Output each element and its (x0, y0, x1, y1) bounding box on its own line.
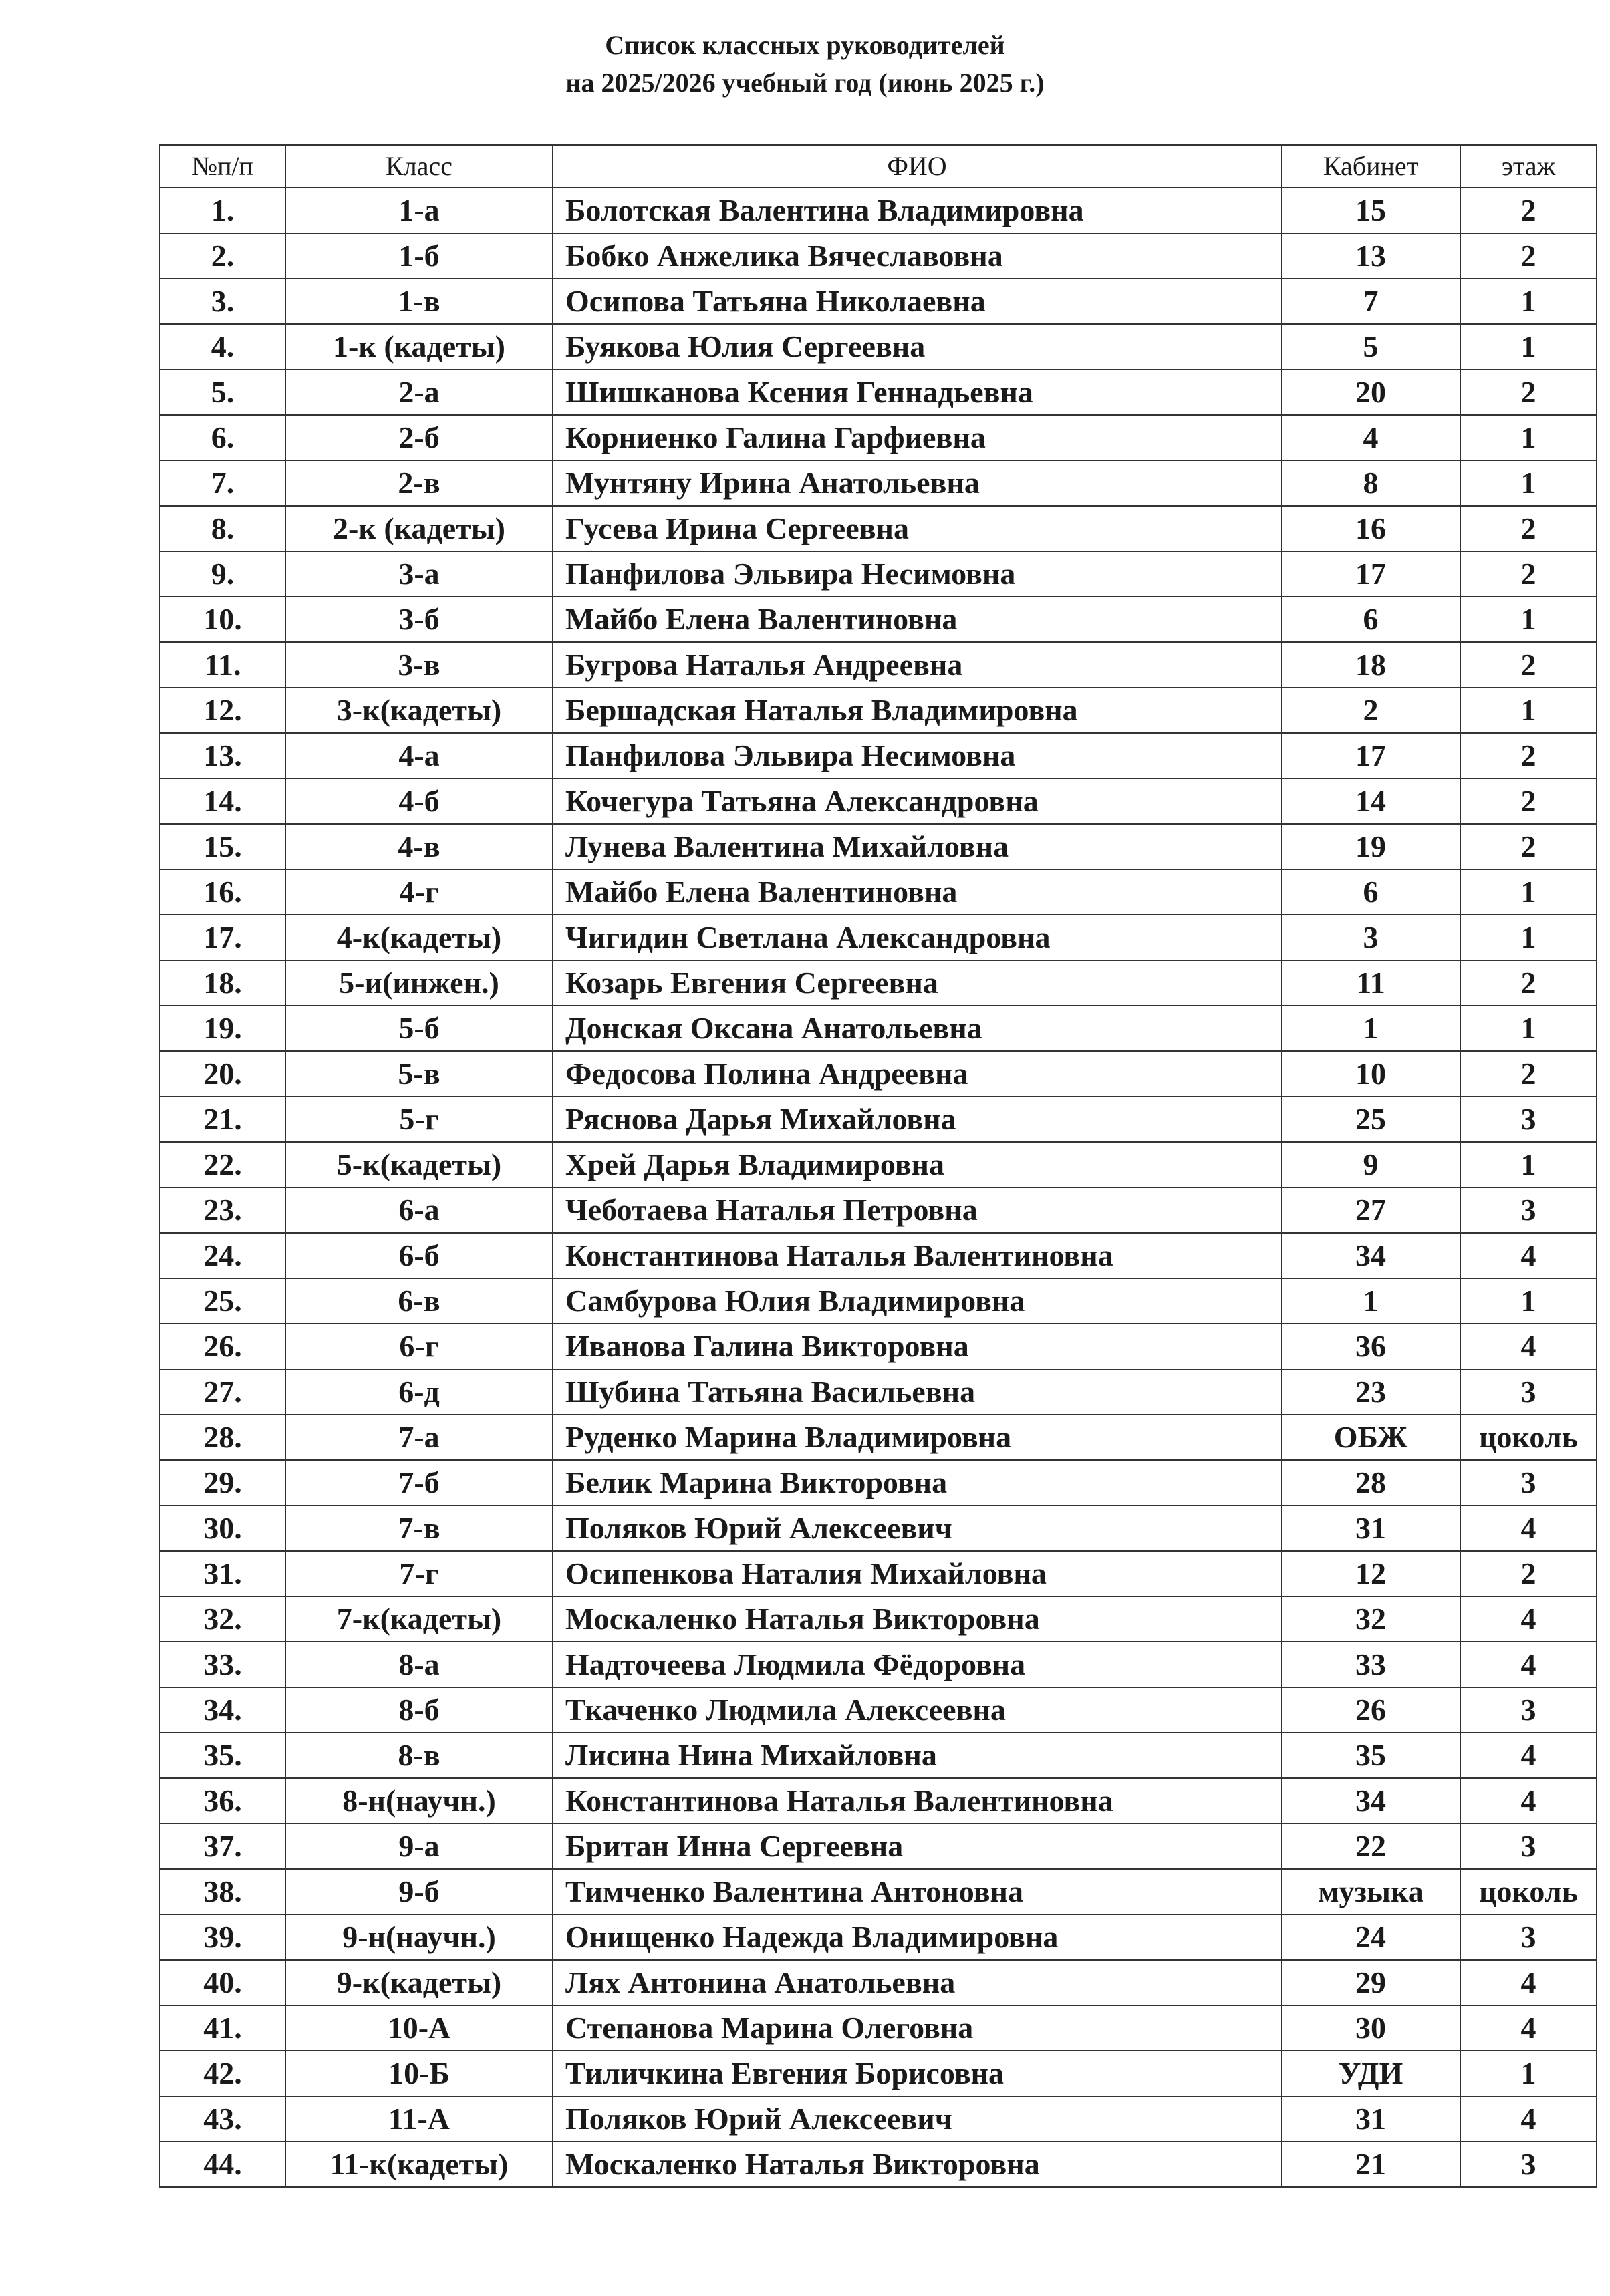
row-fio: Кочегура Татьяна Александровна (553, 778, 1281, 824)
row-room: 34 (1281, 1233, 1460, 1278)
row-class: 5-и(инжен.) (285, 960, 553, 1006)
row-floor: цоколь (1460, 1869, 1597, 1914)
row-class: 4-а (285, 733, 553, 778)
row-class: 9-а (285, 1824, 553, 1869)
table-row (160, 1596, 1597, 1642)
row-class: 4-к(кадеты) (285, 915, 553, 960)
row-room: 34 (1281, 1778, 1460, 1824)
row-floor: 1 (1460, 2051, 1597, 2096)
row-class: 3-в (285, 642, 553, 688)
row-class: 7-а (285, 1415, 553, 1460)
row-room: 8 (1281, 460, 1460, 506)
row-room: 10 (1281, 1051, 1460, 1097)
row-floor: 2 (1460, 778, 1597, 824)
row-class: 8-а (285, 1642, 553, 1687)
row-class: 2-в (285, 460, 553, 506)
table-row (160, 551, 1597, 597)
table-row (160, 2005, 1597, 2051)
row-floor: 2 (1460, 1051, 1597, 1097)
row-floor: 3 (1460, 1097, 1597, 1142)
row-class: 5-г (285, 1097, 553, 1142)
row-number: 5. (160, 370, 285, 415)
row-fio: Ряснова Дарья Михайловна (553, 1097, 1281, 1142)
row-floor: 1 (1460, 915, 1597, 960)
row-fio: Москаленко Наталья Викторовна (553, 1596, 1281, 1642)
row-number: 15. (160, 824, 285, 869)
table-row (160, 869, 1597, 915)
row-fio: Руденко Марина Владимировна (553, 1415, 1281, 1460)
row-room: 3 (1281, 915, 1460, 960)
row-floor: 1 (1460, 869, 1597, 915)
row-number: 20. (160, 1051, 285, 1097)
row-room: 30 (1281, 2005, 1460, 2051)
row-room: 17 (1281, 551, 1460, 597)
header-class: Класс (285, 145, 553, 188)
row-class: 4-в (285, 824, 553, 869)
row-number: 29. (160, 1460, 285, 1505)
table-row (160, 1278, 1597, 1324)
row-class: 9-б (285, 1869, 553, 1914)
row-fio: Степанова Марина Олеговна (553, 2005, 1281, 2051)
table-row (160, 1733, 1597, 1778)
row-room: 4 (1281, 415, 1460, 460)
table-header-row (160, 145, 1597, 188)
row-room: 22 (1281, 1824, 1460, 1869)
row-number: 10. (160, 597, 285, 642)
row-room: 6 (1281, 869, 1460, 915)
row-floor: 2 (1460, 1551, 1597, 1596)
row-fio: Панфилова Эльвира Несимовна (553, 551, 1281, 597)
row-fio: Корниенко Галина Гарфиевна (553, 415, 1281, 460)
table-row (160, 324, 1597, 370)
row-fio: Тимченко Валентина Антоновна (553, 1869, 1281, 1914)
row-class: 10-Б (285, 2051, 553, 2096)
row-number: 21. (160, 1097, 285, 1142)
row-class: 6-а (285, 1187, 553, 1233)
row-floor: 4 (1460, 1596, 1597, 1642)
table-row (160, 2096, 1597, 2142)
row-number: 27. (160, 1369, 285, 1415)
row-number: 37. (160, 1824, 285, 1869)
row-room: 1 (1281, 1006, 1460, 1051)
row-room: 20 (1281, 370, 1460, 415)
table-row (160, 460, 1597, 506)
row-fio: Шубина Татьяна Васильевна (553, 1369, 1281, 1415)
row-fio: Мунтяну Ирина Анатольевна (553, 460, 1281, 506)
row-class: 8-в (285, 1733, 553, 1778)
header-floor: этаж (1460, 145, 1597, 188)
table-row (160, 1914, 1597, 1960)
row-floor: 1 (1460, 415, 1597, 460)
row-number: 17. (160, 915, 285, 960)
row-room: 17 (1281, 733, 1460, 778)
row-class: 2-б (285, 415, 553, 460)
header-room: Кабинет (1281, 145, 1460, 188)
row-class: 1-к (кадеты) (285, 324, 553, 370)
row-class: 5-в (285, 1051, 553, 1097)
row-floor: 4 (1460, 2096, 1597, 2142)
row-fio: Ткаченко Людмила Алексеевна (553, 1687, 1281, 1733)
table-row (160, 1505, 1597, 1551)
header-number: №п/п (160, 145, 285, 188)
row-fio: Константинова Наталья Валентиновна (553, 1778, 1281, 1824)
row-class: 2-а (285, 370, 553, 415)
row-room: 15 (1281, 188, 1460, 233)
row-floor: 2 (1460, 642, 1597, 688)
row-floor: 3 (1460, 2142, 1597, 2187)
row-room: 14 (1281, 778, 1460, 824)
row-room: 36 (1281, 1324, 1460, 1369)
row-room: 25 (1281, 1097, 1460, 1142)
table-row (160, 2051, 1597, 2096)
row-room: 28 (1281, 1460, 1460, 1505)
row-number: 36. (160, 1778, 285, 1824)
row-number: 34. (160, 1687, 285, 1733)
table-row (160, 1869, 1597, 1914)
row-room: 6 (1281, 597, 1460, 642)
row-room: 33 (1281, 1642, 1460, 1687)
table-row (160, 915, 1597, 960)
table-row (160, 1142, 1597, 1187)
table-row (160, 188, 1597, 233)
row-floor: 3 (1460, 1687, 1597, 1733)
row-class: 7-в (285, 1505, 553, 1551)
row-fio: Москаленко Наталья Викторовна (553, 2142, 1281, 2187)
row-class: 9-к(кадеты) (285, 1960, 553, 2005)
row-number: 42. (160, 2051, 285, 2096)
row-class: 10-А (285, 2005, 553, 2051)
row-room: 11 (1281, 960, 1460, 1006)
row-floor: 4 (1460, 1233, 1597, 1278)
row-floor: 2 (1460, 188, 1597, 233)
row-fio: Шишканова Ксения Геннадьевна (553, 370, 1281, 415)
row-number: 24. (160, 1233, 285, 1278)
row-floor: 2 (1460, 960, 1597, 1006)
row-class: 4-б (285, 778, 553, 824)
row-room: УДИ (1281, 2051, 1460, 2096)
row-class: 1-а (285, 188, 553, 233)
row-class: 5-б (285, 1006, 553, 1051)
row-number: 9. (160, 551, 285, 597)
row-floor: 2 (1460, 733, 1597, 778)
row-fio: Козарь Евгения Сергеевна (553, 960, 1281, 1006)
table-row (160, 370, 1597, 415)
row-floor: 2 (1460, 551, 1597, 597)
row-floor: 3 (1460, 1460, 1597, 1505)
row-room: 27 (1281, 1187, 1460, 1233)
row-floor: 3 (1460, 1914, 1597, 1960)
row-class: 3-а (285, 551, 553, 597)
row-class: 8-н(научн.) (285, 1778, 553, 1824)
row-number: 43. (160, 2096, 285, 2142)
row-number: 44. (160, 2142, 285, 2187)
row-class: 1-б (285, 233, 553, 279)
row-room: 7 (1281, 279, 1460, 324)
row-number: 3. (160, 279, 285, 324)
row-floor: 2 (1460, 824, 1597, 869)
row-fio: Панфилова Эльвира Несимовна (553, 733, 1281, 778)
row-number: 2. (160, 233, 285, 279)
row-number: 6. (160, 415, 285, 460)
table-row (160, 506, 1597, 551)
row-room: 2 (1281, 688, 1460, 733)
row-fio: Иванова Галина Викторовна (553, 1324, 1281, 1369)
row-room: 24 (1281, 1914, 1460, 1960)
document-title (0, 27, 1610, 102)
row-number: 23. (160, 1187, 285, 1233)
row-room: 5 (1281, 324, 1460, 370)
row-number: 26. (160, 1324, 285, 1369)
row-number: 35. (160, 1733, 285, 1778)
row-class: 6-в (285, 1278, 553, 1324)
row-floor: 2 (1460, 370, 1597, 415)
row-fio: Самбурова Юлия Владимировна (553, 1278, 1281, 1324)
row-fio: Бобко Анжелика Вячеславовна (553, 233, 1281, 279)
table-row (160, 1187, 1597, 1233)
row-fio: Лисина Нина Михайловна (553, 1733, 1281, 1778)
row-fio: Белик Марина Викторовна (553, 1460, 1281, 1505)
row-room: 31 (1281, 1505, 1460, 1551)
row-floor: 3 (1460, 1187, 1597, 1233)
row-floor: 3 (1460, 1824, 1597, 1869)
row-room: 19 (1281, 824, 1460, 869)
table-row (160, 1960, 1597, 2005)
row-fio: Константинова Наталья Валентиновна (553, 1233, 1281, 1278)
table-row (160, 960, 1597, 1006)
row-room: музыка (1281, 1869, 1460, 1914)
table-row (160, 1324, 1597, 1369)
row-class: 11-к(кадеты) (285, 2142, 553, 2187)
row-number: 1. (160, 188, 285, 233)
row-room: 12 (1281, 1551, 1460, 1596)
row-fio: Лях Антонина Анатольевна (553, 1960, 1281, 2005)
row-room: 32 (1281, 1596, 1460, 1642)
row-floor: 4 (1460, 1960, 1597, 2005)
table-row (160, 1006, 1597, 1051)
row-floor: 2 (1460, 233, 1597, 279)
row-fio: Донская Оксана Анатольевна (553, 1006, 1281, 1051)
table-row (160, 233, 1597, 279)
row-fio: Осипова Татьяна Николаевна (553, 279, 1281, 324)
row-floor: 1 (1460, 688, 1597, 733)
row-floor: 1 (1460, 1006, 1597, 1051)
row-fio: Бугрова Наталья Андреевна (553, 642, 1281, 688)
row-number: 13. (160, 733, 285, 778)
row-class: 11-А (285, 2096, 553, 2142)
row-class: 5-к(кадеты) (285, 1142, 553, 1187)
row-number: 19. (160, 1006, 285, 1051)
row-fio: Чигидин Светлана Александровна (553, 915, 1281, 960)
row-class: 7-к(кадеты) (285, 1596, 553, 1642)
row-fio: Бершадская Наталья Владимировна (553, 688, 1281, 733)
row-room: 29 (1281, 1960, 1460, 2005)
row-number: 4. (160, 324, 285, 370)
row-number: 40. (160, 1960, 285, 2005)
row-fio: Гусева Ирина Сергеевна (553, 506, 1281, 551)
row-class: 9-н(научн.) (285, 1914, 553, 1960)
row-room: 1 (1281, 1278, 1460, 1324)
row-floor: 3 (1460, 1369, 1597, 1415)
row-floor: 1 (1460, 460, 1597, 506)
row-number: 38. (160, 1869, 285, 1914)
table-row (160, 1097, 1597, 1142)
row-class: 7-б (285, 1460, 553, 1505)
table-body (160, 188, 1597, 2187)
row-room: 26 (1281, 1687, 1460, 1733)
table-row (160, 824, 1597, 869)
row-fio: Чеботаева Наталья Петровна (553, 1187, 1281, 1233)
row-fio: Федосова Полина Андреевна (553, 1051, 1281, 1097)
row-number: 25. (160, 1278, 285, 1324)
row-room: ОБЖ (1281, 1415, 1460, 1460)
row-room: 18 (1281, 642, 1460, 688)
table-row (160, 597, 1597, 642)
row-floor: 4 (1460, 1642, 1597, 1687)
row-room: 9 (1281, 1142, 1460, 1187)
row-floor: 4 (1460, 1733, 1597, 1778)
row-number: 18. (160, 960, 285, 1006)
table-row (160, 733, 1597, 778)
table-row (160, 1778, 1597, 1824)
row-class: 3-б (285, 597, 553, 642)
row-number: 31. (160, 1551, 285, 1596)
row-number: 7. (160, 460, 285, 506)
row-fio: Хрей Дарья Владимировна (553, 1142, 1281, 1187)
table-row (160, 688, 1597, 733)
row-number: 41. (160, 2005, 285, 2051)
row-number: 22. (160, 1142, 285, 1187)
row-class: 2-к (кадеты) (285, 506, 553, 551)
row-fio: Майбо Елена Валентиновна (553, 869, 1281, 915)
table-row (160, 642, 1597, 688)
table-row (160, 2142, 1597, 2187)
row-room: 13 (1281, 233, 1460, 279)
row-number: 33. (160, 1642, 285, 1687)
row-number: 11. (160, 642, 285, 688)
row-fio: Надточеева Людмила Фёдоровна (553, 1642, 1281, 1687)
row-room: 21 (1281, 2142, 1460, 2187)
row-fio: Лунева Валентина Михайловна (553, 824, 1281, 869)
row-number: 30. (160, 1505, 285, 1551)
row-floor: 1 (1460, 597, 1597, 642)
row-fio: Осипенкова Наталия Михайловна (553, 1551, 1281, 1596)
table-row (160, 778, 1597, 824)
row-number: 8. (160, 506, 285, 551)
row-room: 23 (1281, 1369, 1460, 1415)
row-number: 14. (160, 778, 285, 824)
table-row (160, 1051, 1597, 1097)
row-class: 6-д (285, 1369, 553, 1415)
row-class: 3-к(кадеты) (285, 688, 553, 733)
row-floor: цоколь (1460, 1415, 1597, 1460)
table-row (160, 1460, 1597, 1505)
row-number: 32. (160, 1596, 285, 1642)
row-room: 16 (1281, 506, 1460, 551)
row-fio: Поляков Юрий Алексеевич (553, 1505, 1281, 1551)
row-number: 28. (160, 1415, 285, 1460)
table-row (160, 1642, 1597, 1687)
row-class: 6-б (285, 1233, 553, 1278)
row-fio: Британ Инна Сергеевна (553, 1824, 1281, 1869)
row-fio: Онищенко Надежда Владимировна (553, 1914, 1281, 1960)
row-floor: 2 (1460, 506, 1597, 551)
table-row (160, 279, 1597, 324)
row-fio: Буякова Юлия Сергеевна (553, 324, 1281, 370)
row-number: 12. (160, 688, 285, 733)
row-fio: Майбо Елена Валентиновна (553, 597, 1281, 642)
row-class: 4-г (285, 869, 553, 915)
row-fio: Болотская Валентина Владимировна (553, 188, 1281, 233)
row-floor: 1 (1460, 279, 1597, 324)
row-number: 39. (160, 1914, 285, 1960)
table-row (160, 1233, 1597, 1278)
row-floor: 1 (1460, 324, 1597, 370)
table-row (160, 1687, 1597, 1733)
row-floor: 4 (1460, 1324, 1597, 1369)
row-number: 16. (160, 869, 285, 915)
row-floor: 1 (1460, 1142, 1597, 1187)
row-floor: 4 (1460, 2005, 1597, 2051)
title-line-2: на 2025/2026 учебный год (июнь 2025 г.) (565, 67, 1045, 98)
table-row (160, 1551, 1597, 1596)
row-class: 1-в (285, 279, 553, 324)
table-row (160, 1369, 1597, 1415)
row-fio: Поляков Юрий Алексеевич (553, 2096, 1281, 2142)
header-fio: ФИО (553, 145, 1281, 188)
row-class: 6-г (285, 1324, 553, 1369)
table-row (160, 1824, 1597, 1869)
row-floor: 1 (1460, 1278, 1597, 1324)
row-floor: 4 (1460, 1505, 1597, 1551)
row-floor: 4 (1460, 1778, 1597, 1824)
title-line-1: Список классных руководителей (605, 30, 1005, 60)
row-class: 8-б (285, 1687, 553, 1733)
table-row (160, 1415, 1597, 1460)
row-class: 7-г (285, 1551, 553, 1596)
class-teachers-table (159, 144, 1597, 2188)
row-room: 31 (1281, 2096, 1460, 2142)
table-row (160, 415, 1597, 460)
row-room: 35 (1281, 1733, 1460, 1778)
row-fio: Тиличкина Евгения Борисовна (553, 2051, 1281, 2096)
